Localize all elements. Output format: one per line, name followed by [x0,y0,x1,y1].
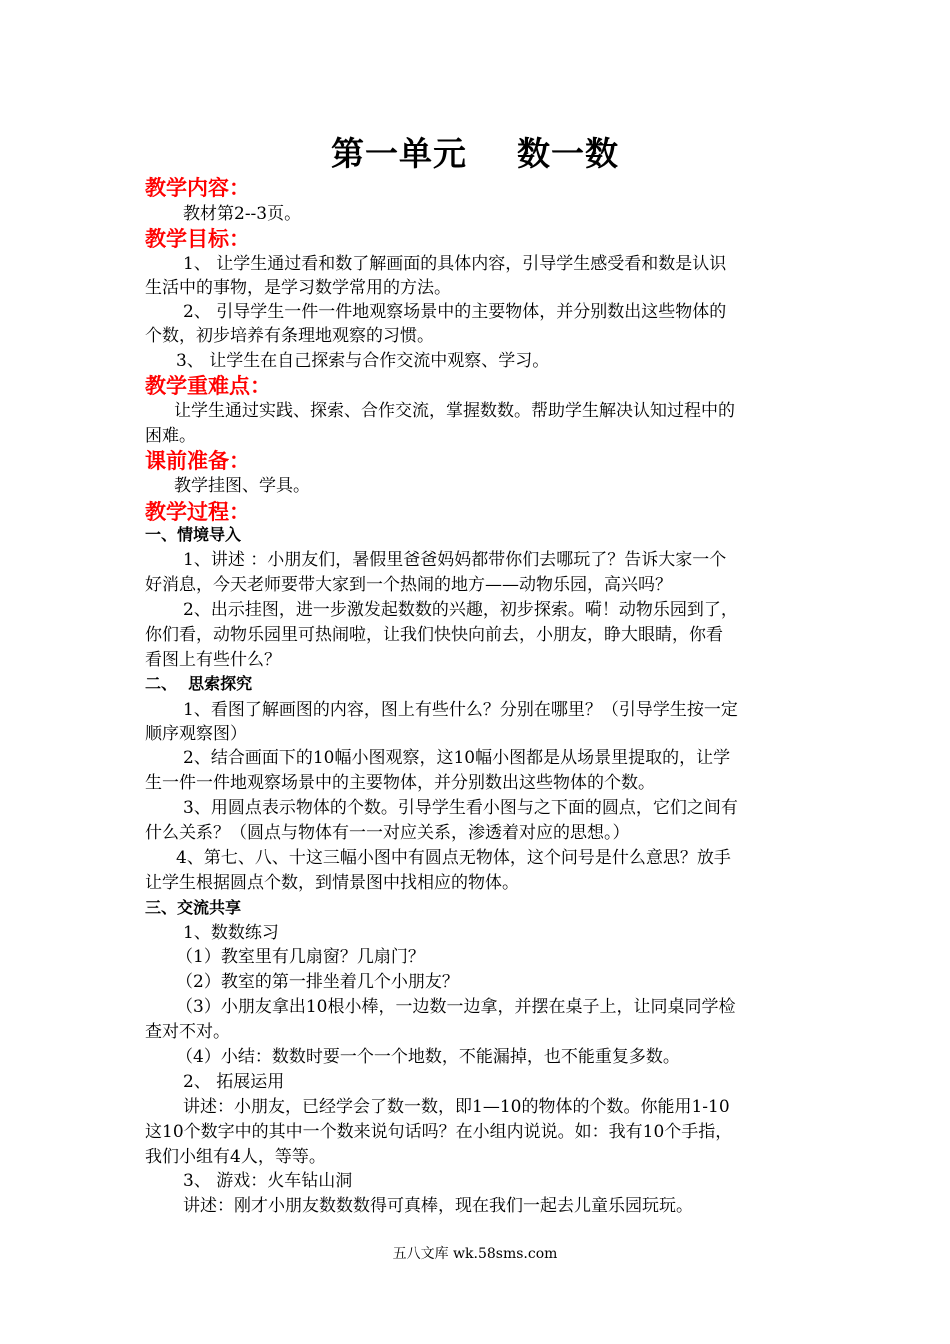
part3-line: 讲述：刚才小朋友数数数得可真棒，现在我们一起去儿童乐园玩玩。 [183,1196,693,1216]
section-heading-process: 教学过程： [145,500,250,524]
part3-line: 我们小组有4人，等等。 [145,1147,326,1167]
section-heading-prep: 课前准备： [145,449,250,473]
part3-line: 讲述：小朋友，已经学会了数一数，即1—10的物体的个数。你能用1-10 [183,1097,730,1117]
part3-line: （1）教室里有几扇窗？几扇门？ [176,947,425,967]
part3-line: （2）教室的第一排坐着几个小朋友？ [176,972,459,992]
subheading-part3: 三、交流共享 [145,898,242,917]
section-heading-content: 教学内容： [145,176,250,200]
subheading-part1: 一、情境导入 [145,525,242,544]
goals-line: 生活中的事物，是学习数学常用的方法。 [145,278,451,298]
keypoints-line: 让学生通过实践、探索、合作交流，掌握数数。帮助学生解决认知过程中的 [174,401,735,421]
keypoints-line: 困难。 [145,426,196,446]
part1-line: 看图上有些什么？ [145,650,281,670]
part3-line: 3、 游戏：火车钻山洞 [183,1171,353,1191]
part2-line: 顺序观察图） [145,724,247,744]
goals-line: 1、 让学生通过看和数了解画面的具体内容，引导学生感受看和数是认识 [183,254,727,274]
part3-line: 1、数数练习 [183,923,279,943]
part3-line: 2、 拓展运用 [183,1072,285,1092]
section-heading-goals: 教学目标： [145,227,250,251]
goals-line: 3、 让学生在自己探索与合作交流中观察、学习。 [176,351,550,371]
prep-line: 教学挂图、学具。 [174,476,310,496]
content-line: 教材第2--3页。 [183,204,302,224]
part1-line: 2、出示挂图，进一步激发起数数的兴趣，初步探索。嗬！动物乐园到了， [183,600,738,620]
part3-line: 这10个数字中的其中一个数来说句话吗？在小组内说说。如：我有10个手指， [145,1122,733,1142]
page-title: 第一单元 数一数 [331,134,619,173]
part2-line: 3、用圆点表示物体的个数。引导学生看小图与之下面的圆点，它们之间有 [183,798,738,818]
part2-line: 什么关系？（圆点与物体有一一对应关系，渗透着对应的思想。） [145,823,630,843]
part3-line: 查对不对。 [145,1022,230,1042]
part1-line: 1、讲述 ：小朋友们，暑假里爸爸妈妈都带你们去哪玩了？告诉大家一个 [183,550,727,570]
part1-line: 你们看，动物乐园里可热闹啦，让我们快快向前去，小朋友，睁大眼睛，你看 [145,625,723,645]
part2-line: 1、看图了解画图的内容，图上有些什么？分别在哪里？（引导学生按一定 [183,700,738,720]
part3-line: （4）小结：数数时要一个一个地数，不能漏掉，也不能重复多数。 [176,1047,680,1067]
part2-line: 4、第七、八、十这三幅小图中有圆点无物体，这个问号是什么意思？放手 [176,848,731,868]
part1-line: 好消息，今天老师要带大家到一个热闹的地方——动物乐园，高兴吗？ [145,575,672,595]
part2-line: 2、结合画面下的10幅小图观察，这10幅小图都是从场景里提取的，让学 [183,748,731,768]
goals-line: 2、 引导学生一件一件地观察场景中的主要物体，并分别数出这些物体的 [183,302,727,322]
section-heading-keypoints: 教学重难点： [145,374,271,398]
subheading-part2: 二、 思索探究 [145,674,253,693]
goals-line: 个数，初步培养有条理地观察的习惯。 [145,326,434,346]
part2-line: 让学生根据圆点个数，到情景图中找相应的物体。 [145,873,519,893]
part3-line: （3）小朋友拿出10根小棒，一边数一边拿，并摆在桌子上，让同桌同学检 [176,997,736,1017]
footer-watermark: 五八文库 wk.58sms.com [392,1246,558,1262]
part2-line: 生一件一件地观察场景中的主要物体，并分别数出这些物体的个数。 [145,773,655,793]
